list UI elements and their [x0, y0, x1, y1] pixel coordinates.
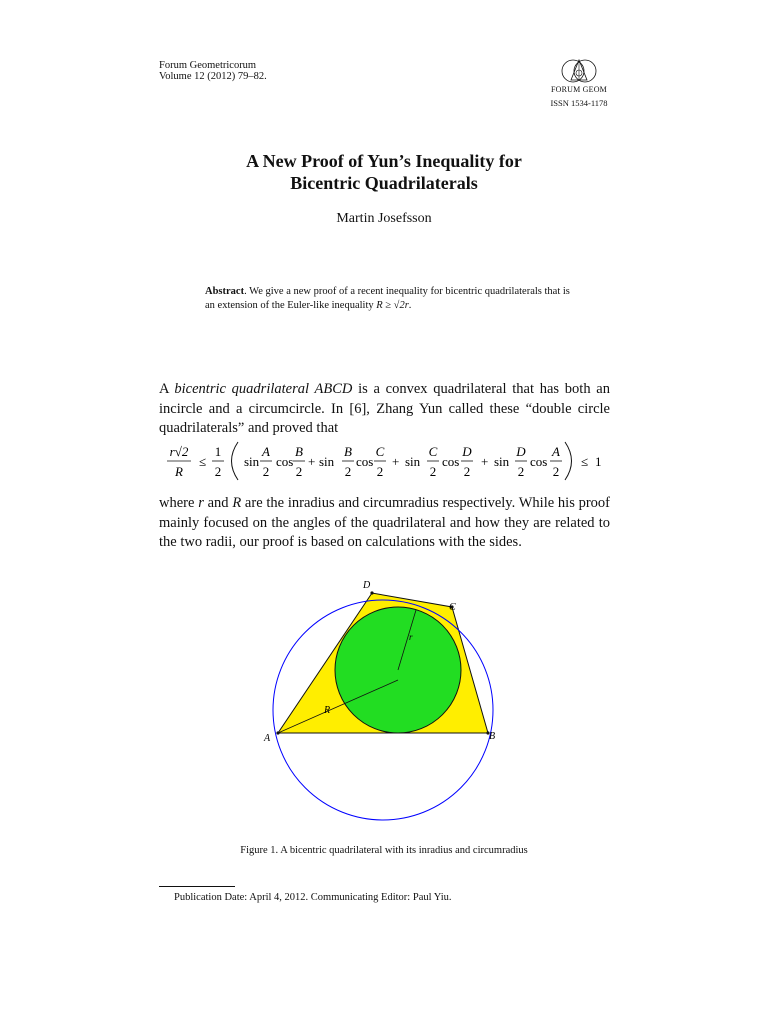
- p2-var-r: r: [198, 495, 204, 511]
- yun-inequality-formula: [159, 438, 610, 484]
- formula-term2-d2: 2: [376, 464, 384, 479]
- p2-text-b: and: [203, 495, 233, 511]
- abstract-text: . We give a new proof of a recent inequality for bicentric quadrilaterals that is an extension of the Euler-like inequality: [205, 286, 570, 311]
- journal-volume: Volume 12 (2012) 79–82.: [159, 71, 267, 82]
- formula-half-num: 1: [214, 444, 222, 459]
- formula-term1-f2: cos: [276, 454, 294, 469]
- formula-term1-n1: A: [262, 444, 270, 459]
- issn: ISSN 1534-1178: [550, 98, 608, 108]
- abstract-math: R ≥ √2r: [376, 300, 409, 311]
- footnote: Publication Date: April 4, 2012. Communicating Editor: Paul Yiu.: [174, 892, 452, 903]
- circumradius-label: R: [324, 705, 331, 716]
- formula-term2-d1: 2: [344, 464, 352, 479]
- logo-text: FORUM GEOM: [550, 85, 607, 94]
- inradius-label: r: [409, 632, 413, 642]
- formula-term3-n2: D: [462, 444, 472, 459]
- vertex-label-c: C: [449, 602, 456, 613]
- formula-term2-n1: B: [344, 444, 352, 459]
- vertex-label-d: D: [363, 580, 371, 591]
- formula-term1-f1: sin: [244, 454, 260, 469]
- formula-lhs-numerator: r√2: [169, 444, 189, 459]
- formula-term3-d1: 2: [429, 464, 437, 479]
- formula-term2-f2: cos: [356, 454, 374, 469]
- journal-name: Forum Geometricorum: [159, 60, 257, 71]
- formula-term4-n2: A: [552, 444, 560, 459]
- formula-term1-d2: 2: [295, 464, 303, 479]
- p2-var-R: R: [232, 495, 242, 511]
- paragraph-intro: [159, 380, 610, 439]
- formula-plus-2: +: [392, 454, 400, 469]
- title-line-1: A New Proof of Yun’s Inequality for: [246, 151, 522, 171]
- formula-term4-d1: 2: [517, 464, 525, 479]
- vertex-label-a: A: [264, 733, 271, 744]
- p1-text-b: is a convex quadrilateral that has both an incircle and a circumcircle. In [6], Zhang Yun called these “double circle quadrilaterals” and proved that: [159, 381, 610, 436]
- footnote-rule: [159, 886, 235, 887]
- formula-term3-f2: cos: [442, 454, 460, 469]
- formula-le-1: ≤: [199, 454, 207, 469]
- formula-term4-n1: D: [516, 444, 526, 459]
- formula-term3-f1: sin: [405, 454, 421, 469]
- paragraph-radii: [159, 494, 610, 553]
- formula-half-den: 2: [214, 464, 222, 479]
- p1-text-a: A: [159, 381, 175, 397]
- p2-text-c: are the inradius and circumradius respectively. While his proof mainly focused on the angles of the quadrilateral and how they are related to the two radii, our proof is based on calculations with the sides.: [159, 495, 611, 550]
- vertex-label-b: B: [489, 731, 496, 742]
- journal-info: [159, 60, 267, 82]
- p2-text-a: where: [159, 495, 199, 511]
- abstract: [205, 285, 570, 313]
- author: Martin Josefsson: [336, 211, 432, 226]
- formula-term2-f1: sin: [319, 454, 335, 469]
- journal-logo: [548, 56, 610, 108]
- forum-geom-logo-icon: [559, 56, 599, 86]
- formula-term3-d2: 2: [463, 464, 471, 479]
- formula-le-2: ≤: [581, 454, 589, 469]
- formula-plus-3: +: [481, 454, 489, 469]
- abstract-end: .: [408, 300, 412, 311]
- formula-term1-n2: B: [295, 444, 303, 459]
- p1-term: bicentric quadrilateral ABCD: [174, 381, 353, 397]
- paper-title: [0, 150, 768, 194]
- figure-caption: Figure 1. A bicentric quadrilateral with its inradius and circumradius: [240, 845, 528, 856]
- formula-term4-f1: sin: [494, 454, 510, 469]
- bicentric-quadrilateral-figure: [250, 570, 520, 840]
- title-line-2: Bicentric Quadrilaterals: [290, 173, 478, 193]
- formula-plus-1: +: [308, 454, 316, 469]
- formula-term3-n1: C: [428, 444, 438, 459]
- formula-term4-d2: 2: [552, 464, 560, 479]
- formula-term1-d1: 2: [262, 464, 270, 479]
- formula-term2-n2: C: [375, 444, 385, 459]
- abstract-label: Abstract: [205, 286, 245, 297]
- formula-term4-f2: cos: [530, 454, 548, 469]
- formula-rhs: 1: [595, 454, 602, 469]
- formula-lhs-denominator: R: [175, 464, 183, 479]
